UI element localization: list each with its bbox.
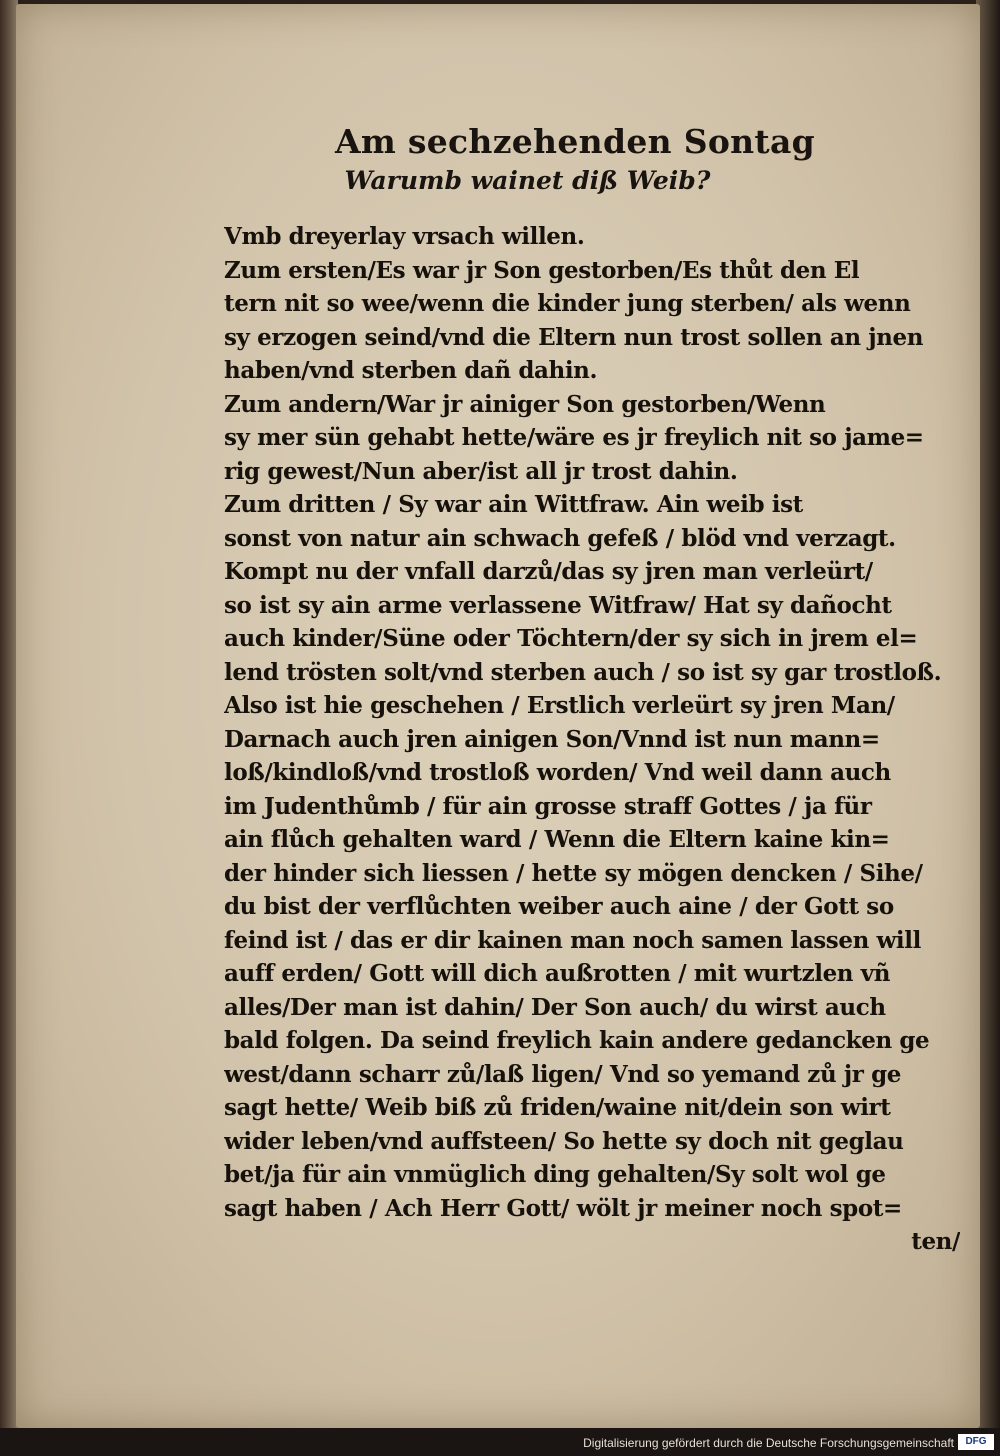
text-line: feind ist / das er dir kainen man noch samen lassen will bbox=[224, 926, 921, 954]
text-line: der hinder sich liessen / hette sy mögen dencken / Sihe/ bbox=[224, 859, 923, 887]
text-line: loß/kindloß/vnd trostloß worden/ Vnd weil dann auch bbox=[224, 759, 891, 786]
text-line: Vmb dreyerlay vrsach willen. bbox=[224, 223, 585, 250]
text-line: auff erden/ Gott will dich außrotten / mit wurtzlen vñ bbox=[224, 960, 891, 987]
text-line: du bist der verflůchten weiber auch aine / der Gott so bbox=[224, 893, 894, 920]
footer-credit: Digitalisierung gefördert durch die Deutsche Forschungsgemeinschaft bbox=[583, 1436, 954, 1450]
text-line: haben/vnd sterben dañ dahin. bbox=[224, 357, 598, 384]
text-line: alles/Der man ist dahin/ Der Son auch/ du wirst auch bbox=[224, 993, 886, 1021]
text-line: im Judenthůmb / für ain grosse straff Gottes / ja für bbox=[224, 792, 872, 820]
text-line: ain flůch gehalten ward / Wenn die Eltern kaine kin= bbox=[224, 826, 890, 853]
text-line: Zum dritten / Sy war ain Wittfraw. Ain weib ist bbox=[224, 491, 803, 518]
text-line: bald folgen. Da seind freylich kain andere gedancken ge bbox=[224, 1027, 930, 1054]
page-title: Am sechzehenden Sontag bbox=[334, 122, 816, 161]
text-line: sagt hette/ Weib biß zů friden/waine nit/dein son wirt bbox=[224, 1094, 891, 1121]
text-line: rig gewest/Nun aber/ist all jr trost dahin. bbox=[224, 457, 738, 485]
text-line: Kompt nu der vnfall darzů/das sy jren man verleürt/ bbox=[224, 558, 873, 585]
text-line: sagt haben / Ach Herr Gott/ wölt jr meiner noch spot= bbox=[224, 1194, 902, 1222]
page-header bbox=[0, 120, 1000, 198]
text-line: auch kinder/Süne oder Töchtern/der sy sich in jrem el= bbox=[224, 625, 918, 652]
dfg-logo-icon: DFG bbox=[958, 1434, 994, 1450]
text-line: Also ist hie geschehen / Erstlich verleürt sy jren Man/ bbox=[224, 692, 895, 719]
text-line: tern nit so wee/wenn die kinder jung sterben/ als wenn bbox=[224, 290, 911, 317]
text-line: sonst von natur ain schwach gefeß / blöd vnd verzagt. bbox=[224, 524, 896, 552]
page-subtitle: Warumb wainet diß Weib? bbox=[344, 166, 711, 195]
text-line: Darnach auch jren ainigen Son/Vnnd ist nun mann= bbox=[224, 725, 880, 753]
text-line: west/dann scharr zů/laß ligen/ Vnd so yemand zů jr ge bbox=[224, 1060, 902, 1088]
text-line: sy erzogen seind/vnd die Eltern nun trost sollen an jnen bbox=[224, 323, 924, 351]
text-line: ten/ bbox=[911, 1228, 960, 1255]
text-line: lend trösten solt/vnd sterben auch / so ist sy gar trostloß. bbox=[224, 658, 942, 686]
text-line: wider leben/vnd auffsteen/ So hette sy doch nit geglau bbox=[224, 1127, 904, 1155]
footer-bar bbox=[0, 1428, 1000, 1456]
page-body-text bbox=[224, 220, 960, 1259]
text-line: Zum andern/War jr ainiger Son gestorben/Wenn bbox=[224, 390, 826, 418]
text-line: Zum ersten/Es war jr Son gestorben/Es thůt den El bbox=[224, 256, 860, 284]
text-line: bet/ja für ain vnmüglich ding gehalten/Sy solt wol ge bbox=[224, 1161, 886, 1188]
text-line: sy mer sün gehabt hette/wäre es jr freylich nit so jame= bbox=[224, 424, 924, 451]
text-line: so ist sy ain arme verlassene Witfraw/ Hat sy dañocht bbox=[224, 591, 892, 619]
